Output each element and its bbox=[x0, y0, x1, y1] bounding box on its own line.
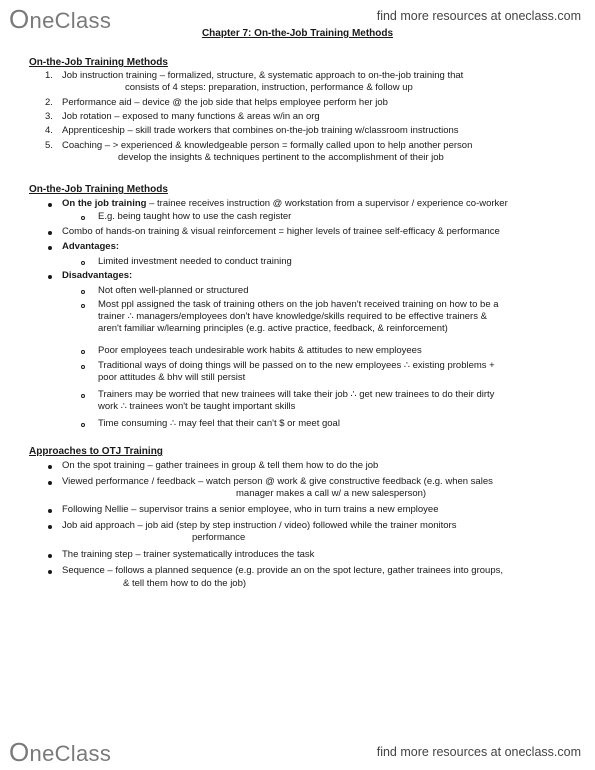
list-item-text: performance bbox=[192, 532, 246, 543]
list-item-text: Traditional ways of doing things will be passed on to the new employees ∴ existing problems + bbox=[98, 360, 495, 371]
list-item-text: Job rotation – exposed to many functions & areas w/in an org bbox=[62, 111, 320, 122]
list-item-text: Performance aid – device @ the job side that helps employee perform her job bbox=[62, 97, 388, 108]
list-item-text: develop the insights & techniques pertinent to the accomplishment of their job bbox=[118, 152, 444, 163]
list-item-text: trainer ∴ managers/employees don't have knowledge/skills required to be effective trainers & bbox=[98, 311, 487, 322]
oneclass-logo[interactable]: OneClass bbox=[9, 4, 112, 34]
list-number: 1. bbox=[45, 70, 53, 81]
list-item-text: & tell them how to do the job) bbox=[123, 578, 247, 589]
list-item-text: Job instruction training – formalized, structure, & systematic approach to on-the-job training that bbox=[62, 70, 464, 81]
circle-bullet-icon bbox=[81, 261, 85, 265]
list-item-text: Time consuming ∴ may feel that their can't $ or meet goal bbox=[98, 418, 340, 429]
list-item-text: Job aid approach – job aid (step by step instruction / video) followed while the trainer monitors bbox=[62, 520, 457, 531]
bullet-icon bbox=[48, 465, 52, 469]
section-heading: On-the-Job Training Methods bbox=[29, 57, 168, 68]
circle-bullet-icon bbox=[81, 304, 85, 308]
list-item-text: E.g. being taught how to use the cash register bbox=[98, 211, 292, 222]
list-item-text: Coaching – > experienced & knowledgeable person = formally called upon to help another person bbox=[62, 140, 473, 151]
oneclass-link[interactable]: find more resources at oneclass.com bbox=[376, 9, 581, 23]
section-heading: Approaches to OTJ Training bbox=[29, 446, 163, 457]
list-item-text: The training step – trainer systematically introduces the task bbox=[62, 549, 315, 560]
list-number: 3. bbox=[45, 111, 53, 122]
list-item: On the job training – trainee receives instruction @ workstation from a supervisor / experience co-worker bbox=[62, 198, 508, 209]
advantages-label: Advantages: bbox=[62, 241, 120, 252]
circle-bullet-icon bbox=[81, 394, 85, 398]
list-item-text: Apprenticeship – skill trade workers that combines on-the-job training w/classroom instructions bbox=[62, 125, 459, 136]
list-number: 2. bbox=[45, 97, 53, 108]
circle-bullet-icon bbox=[81, 290, 85, 294]
circle-bullet-icon bbox=[81, 423, 85, 427]
circle-bullet-icon bbox=[81, 350, 85, 354]
list-item-text: manager makes a call w/ a new salesperson) bbox=[236, 488, 427, 499]
list-item-text: Trainers may be worried that new trainees will take their job ∴ get new trainees to do their dirty bbox=[98, 389, 495, 400]
disadvantages-label: Disadvantages: bbox=[62, 270, 133, 281]
list-item-text: poor attitudes & bhv will still persist bbox=[98, 372, 246, 383]
bullet-icon bbox=[48, 525, 52, 529]
page-title: Chapter 7: On-the-Job Training Methods bbox=[201, 28, 394, 39]
list-item-text: Viewed performance / feedback – watch person @ work & give constructive feedback (e.g. when sales bbox=[62, 476, 493, 487]
list-item-text: Combo of hands-on training & visual reinforcement = higher levels of trainee self-efficacy & performance bbox=[62, 226, 500, 237]
list-item-text: consists of 4 steps: preparation, instruction, performance & follow up bbox=[125, 82, 413, 93]
list-item-text: aren't familiar w/learning principles (e.g. active practice, feedback, & reinforcement) bbox=[98, 323, 448, 334]
bullet-icon bbox=[48, 481, 52, 485]
oneclass-logo[interactable]: OneClass bbox=[9, 737, 112, 767]
list-number: 5. bbox=[45, 140, 53, 151]
bullet-icon bbox=[48, 246, 52, 250]
list-item-text: Limited investment needed to conduct training bbox=[98, 256, 292, 267]
bullet-icon bbox=[48, 554, 52, 558]
bullet-icon bbox=[48, 570, 52, 574]
list-item-text: work ∴ trainees won't be taught important skills bbox=[98, 401, 296, 412]
list-item-text: On the spot training – gather trainees in group & tell them how to do the job bbox=[62, 460, 379, 471]
circle-bullet-icon bbox=[81, 216, 85, 220]
bullet-icon bbox=[48, 203, 52, 207]
circle-bullet-icon bbox=[81, 365, 85, 369]
list-item-text: Poor employees teach undesirable work habits & attitudes to new employees bbox=[98, 345, 422, 356]
bullet-icon bbox=[48, 231, 52, 235]
list-item-text: Not often well-planned or structured bbox=[98, 285, 249, 296]
bullet-icon bbox=[48, 509, 52, 513]
oneclass-link[interactable]: find more resources at oneclass.com bbox=[376, 745, 581, 759]
bullet-icon bbox=[48, 275, 52, 279]
list-number: 4. bbox=[45, 125, 53, 136]
list-item-text: Most ppl assigned the task of training others on the job haven't received training on how to be a bbox=[98, 299, 499, 310]
list-item-text: Following Nellie – supervisor trains a senior employee, who in turn trains a new employee bbox=[62, 504, 439, 515]
section-heading: On-the-Job Training Methods bbox=[29, 184, 168, 195]
list-item-text: Sequence – follows a planned sequence (e.g. provide an on the spot lecture, gather trainees into groups, bbox=[62, 565, 503, 576]
